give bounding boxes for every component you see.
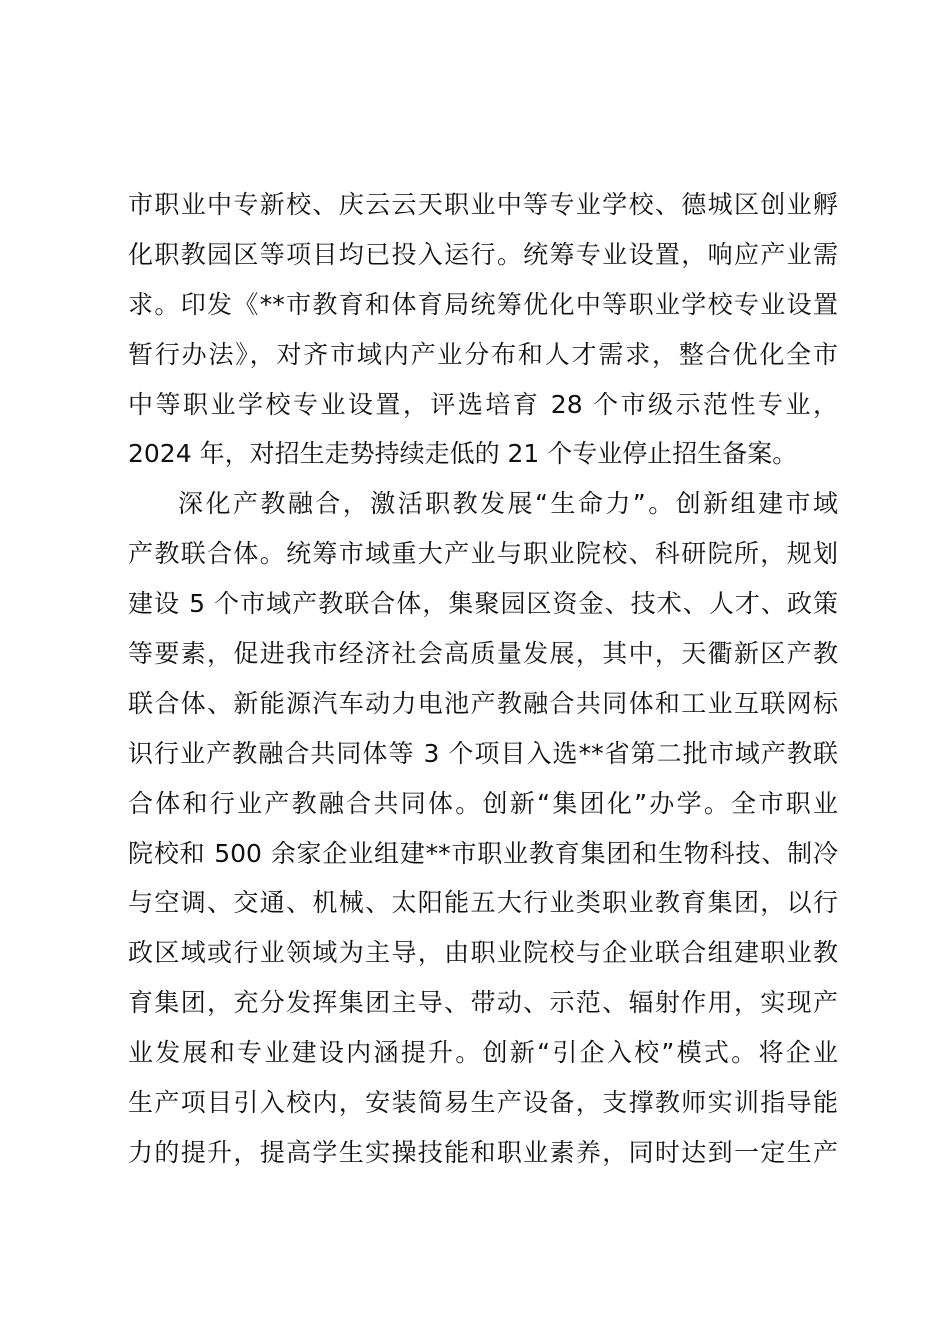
text-line: 识行业产教融合共同体等 3 个项目入选**省第二批市域产教联: [128, 738, 838, 768]
text-line: 建设 5 个市域产教联合体，集聚园区资金、技术、人才、政策: [128, 589, 838, 619]
text-line: 产教联合体。统筹市域重大产业与职业院校、科研院所，规划: [128, 539, 838, 569]
text-line: 政区域或行业领域为主导，由职业院校与企业联合组建职业教: [128, 938, 838, 968]
text-line: 2024 年，对招生走势持续走低的 21 个专业停止招生备案。: [128, 439, 798, 469]
text-line: 与空调、交通、机械、太阳能五大行业类职业教育集团，以行: [128, 888, 838, 918]
text-line: 力的提升，提高学生实操技能和职业素养，同时达到一定生产: [128, 1137, 838, 1167]
text-line: 生产项目引入校内，安装简易生产设备，支撑教师实训指导能: [128, 1088, 838, 1118]
text-line: 化职教园区等项目均已投入运行。统筹专业设置，响应产业需: [128, 239, 838, 269]
text-line: 中等职业学校专业设置，评选培育 28 个市级示范性专业，: [128, 389, 838, 419]
text-line: 求。印发《**市教育和体育局统筹优化中等职业学校专业设置: [128, 289, 838, 319]
text-line: 深化产教融合，激活职教发展“生命力”。创新组建市域: [178, 489, 838, 519]
text-line: 合体和行业产教融合共同体。创新“集团化”办学。全市职业: [128, 788, 838, 818]
text-line: 市职业中专新校、庆云云天职业中等专业学校、德城区创业孵: [128, 190, 838, 219]
text-line: 院校和 500 余家企业组建**市职业教育集团和生物科技、制冷: [128, 838, 838, 868]
text-line: 联合体、新能源汽车动力电池产教融合共同体和工业互联网标: [128, 688, 838, 718]
text-line: 业发展和专业建设内涵提升。创新“引企入校”模式。将企业: [128, 1038, 838, 1068]
paragraph-1: [128, 180, 838, 479]
text-line: 暂行办法》，对齐市域内产业分布和人才需求，整合优化全市: [128, 339, 838, 369]
paragraph-2: [128, 479, 838, 1177]
text-line: 育集团，充分发挥集团主导、带动、示范、辐射作用，实现产: [128, 988, 838, 1018]
body-text: [128, 180, 838, 1178]
text-line: 等要素，促进我市经济社会高质量发展，其中，天衢新区产教: [128, 639, 838, 669]
